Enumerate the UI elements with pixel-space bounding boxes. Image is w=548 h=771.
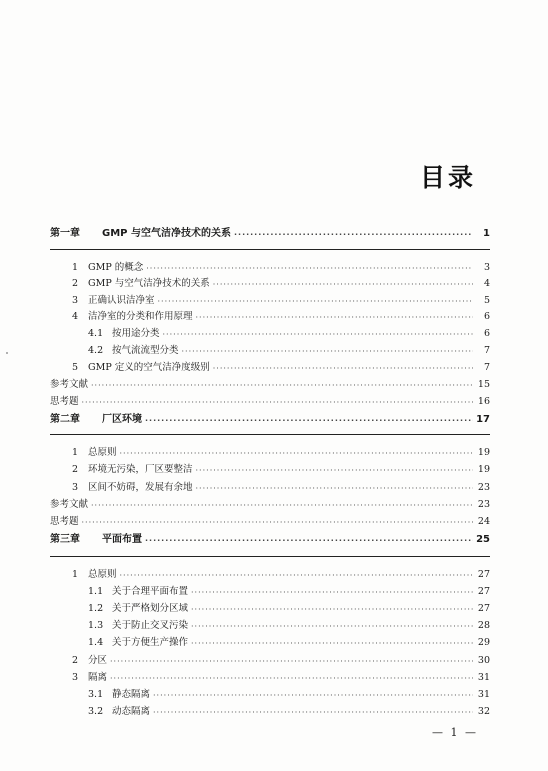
dot-leader [191, 639, 473, 649]
entry-number: 1.2 [88, 603, 104, 614]
entry-number: 3 [72, 482, 79, 493]
entry-title: 厂区环境 [102, 414, 142, 425]
dot-leader [213, 280, 473, 290]
entry-title: 平面布置 [102, 534, 142, 545]
entry-title: 分区 [88, 655, 108, 666]
entry-page-number: 23 [477, 482, 490, 493]
entry-title: 总原则 [88, 569, 117, 580]
entry-number: 2 [72, 278, 79, 289]
entry-page-number: 15 [477, 379, 490, 390]
entry-number: 2 [72, 464, 79, 475]
entry-number: 3.2 [88, 706, 104, 717]
dot-leader [145, 536, 473, 546]
toc-subsection-entry [50, 620, 490, 632]
toc-entry [50, 262, 490, 274]
entry-page-number: 32 [477, 706, 490, 717]
entry-number: 1 [72, 569, 79, 580]
entry-title: 总原则 [88, 447, 117, 458]
entry-number: 3.1 [88, 689, 104, 700]
dot-leader [213, 364, 473, 374]
entry-title: 参考文献 [50, 379, 89, 390]
dot-leader [82, 518, 473, 528]
toc-entry [50, 295, 490, 307]
toc-entry [50, 396, 490, 408]
entry-number: 第一章 [50, 228, 80, 239]
entry-page-number: 3 [483, 262, 490, 273]
entry-title: GMP 与空气洁净技术的关系 [88, 278, 210, 289]
entry-number: 4.2 [88, 345, 104, 356]
toc-subsection-entry [50, 689, 490, 701]
entry-title: 关于方便生产操作 [112, 637, 189, 648]
dot-leader [191, 605, 473, 615]
toc-entry [50, 482, 490, 494]
entry-page-number: 24 [477, 516, 490, 527]
toc-entry [50, 362, 490, 374]
entry-title: 思考题 [50, 516, 79, 527]
toc-chapter-entry [50, 228, 490, 240]
dot-leader [82, 398, 473, 408]
entry-page-number: 4 [483, 278, 490, 289]
entry-page-number: 31 [477, 672, 490, 683]
dot-leader [191, 622, 473, 632]
entry-title: GMP 的概念 [88, 262, 144, 273]
page-title: 目录 [420, 163, 477, 192]
entry-page-number: 7 [483, 362, 490, 373]
dot-leader [110, 657, 473, 667]
entry-title: 关于防止交叉污染 [112, 620, 189, 631]
entry-page-number: 28 [477, 620, 490, 631]
entry-page-number: 16 [477, 396, 490, 407]
toc-entry [50, 379, 490, 391]
toc-subsection-entry [50, 706, 490, 718]
entry-title: GMP 与空气洁净技术的关系 [102, 228, 231, 239]
entry-page-number: 25 [476, 534, 490, 545]
dot-leader [191, 588, 473, 598]
entry-title: 洁净室的分类和作用原理 [88, 311, 193, 322]
toc-subsection-entry [50, 603, 490, 615]
toc-entry [50, 464, 490, 476]
entry-title: 按气流流型分类 [112, 345, 179, 356]
toc-subsection-entry [50, 345, 490, 357]
entry-number: 4 [72, 311, 79, 322]
entry-page-number: 6 [483, 311, 490, 322]
toc-entry [50, 672, 490, 684]
entry-page-number: 30 [477, 655, 490, 666]
entry-number: 5 [72, 362, 79, 373]
toc-entry [50, 655, 490, 667]
entry-title: 区间不妨碍，发展有余地 [88, 482, 193, 493]
entry-page-number: 19 [477, 464, 490, 475]
entry-title: 隔离 [88, 672, 108, 683]
toc-entry [50, 569, 490, 581]
entry-number: 1 [72, 447, 79, 458]
entry-number: 1.3 [88, 620, 104, 631]
entry-number: 3 [72, 295, 79, 306]
dot-leader [196, 313, 473, 323]
toc-entry [50, 499, 490, 511]
toc-subsection-entry [50, 328, 490, 340]
dot-leader [153, 708, 473, 718]
dot-leader [153, 691, 473, 701]
entry-number: 3 [72, 672, 79, 683]
entry-title: 环境无污染，厂区要整洁 [88, 464, 193, 475]
scan-speck [6, 352, 8, 354]
entry-title: 思考题 [50, 396, 79, 407]
chapter-divider [50, 434, 490, 435]
toc-entry [50, 278, 490, 290]
toc-subsection-entry [50, 586, 490, 598]
dot-leader [120, 449, 473, 459]
toc-chapter-entry [50, 414, 490, 426]
dot-leader [182, 347, 473, 357]
entry-page-number: 27 [477, 603, 490, 614]
entry-number: 1.1 [88, 586, 104, 597]
toc-entry [50, 447, 490, 459]
dot-leader [110, 674, 473, 684]
entry-page-number: 31 [477, 689, 490, 700]
dot-leader [158, 297, 473, 307]
entry-page-number: 23 [477, 499, 490, 510]
entry-page-number: 7 [483, 345, 490, 356]
entry-number: 1.4 [88, 637, 104, 648]
entry-page-number: 27 [477, 569, 490, 580]
dot-leader [163, 330, 473, 340]
entry-title: 关于严格划分区域 [112, 603, 189, 614]
entry-number: 4.1 [88, 328, 104, 339]
entry-page-number: 6 [483, 328, 490, 339]
entry-number: 1 [72, 262, 79, 273]
dot-leader [146, 264, 473, 274]
dot-leader [91, 381, 473, 391]
entry-number: 2 [72, 655, 79, 666]
toc-chapter-entry [50, 534, 490, 546]
entry-title: 按用途分类 [112, 328, 160, 339]
entry-page-number: 19 [477, 447, 490, 458]
chapter-divider [50, 249, 490, 250]
entry-title: 正确认识洁净室 [88, 295, 155, 306]
dot-leader [196, 484, 473, 494]
entry-page-number: 1 [483, 228, 490, 239]
toc-entry [50, 311, 490, 323]
dot-leader [196, 466, 473, 476]
entry-title: 动态隔离 [112, 706, 151, 717]
entry-page-number: 27 [477, 586, 490, 597]
page-number: — 1 — [432, 726, 478, 739]
toc-subsection-entry [50, 637, 490, 649]
entry-page-number: 29 [477, 637, 490, 648]
entry-number: 第二章 [50, 414, 80, 425]
entry-page-number: 17 [476, 414, 490, 425]
chapter-divider [50, 556, 490, 557]
entry-title: 静态隔离 [112, 689, 151, 700]
entry-title: 参考文献 [50, 499, 89, 510]
dot-leader [234, 230, 473, 240]
toc-entry [50, 516, 490, 528]
dot-leader [91, 501, 473, 511]
entry-page-number: 5 [483, 295, 490, 306]
entry-number: 第三章 [50, 534, 80, 545]
dot-leader [120, 571, 473, 581]
dot-leader [145, 416, 473, 426]
entry-title: 关于合理平面布置 [112, 586, 189, 597]
entry-title: GMP 定义的空气洁净度级别 [88, 362, 210, 373]
